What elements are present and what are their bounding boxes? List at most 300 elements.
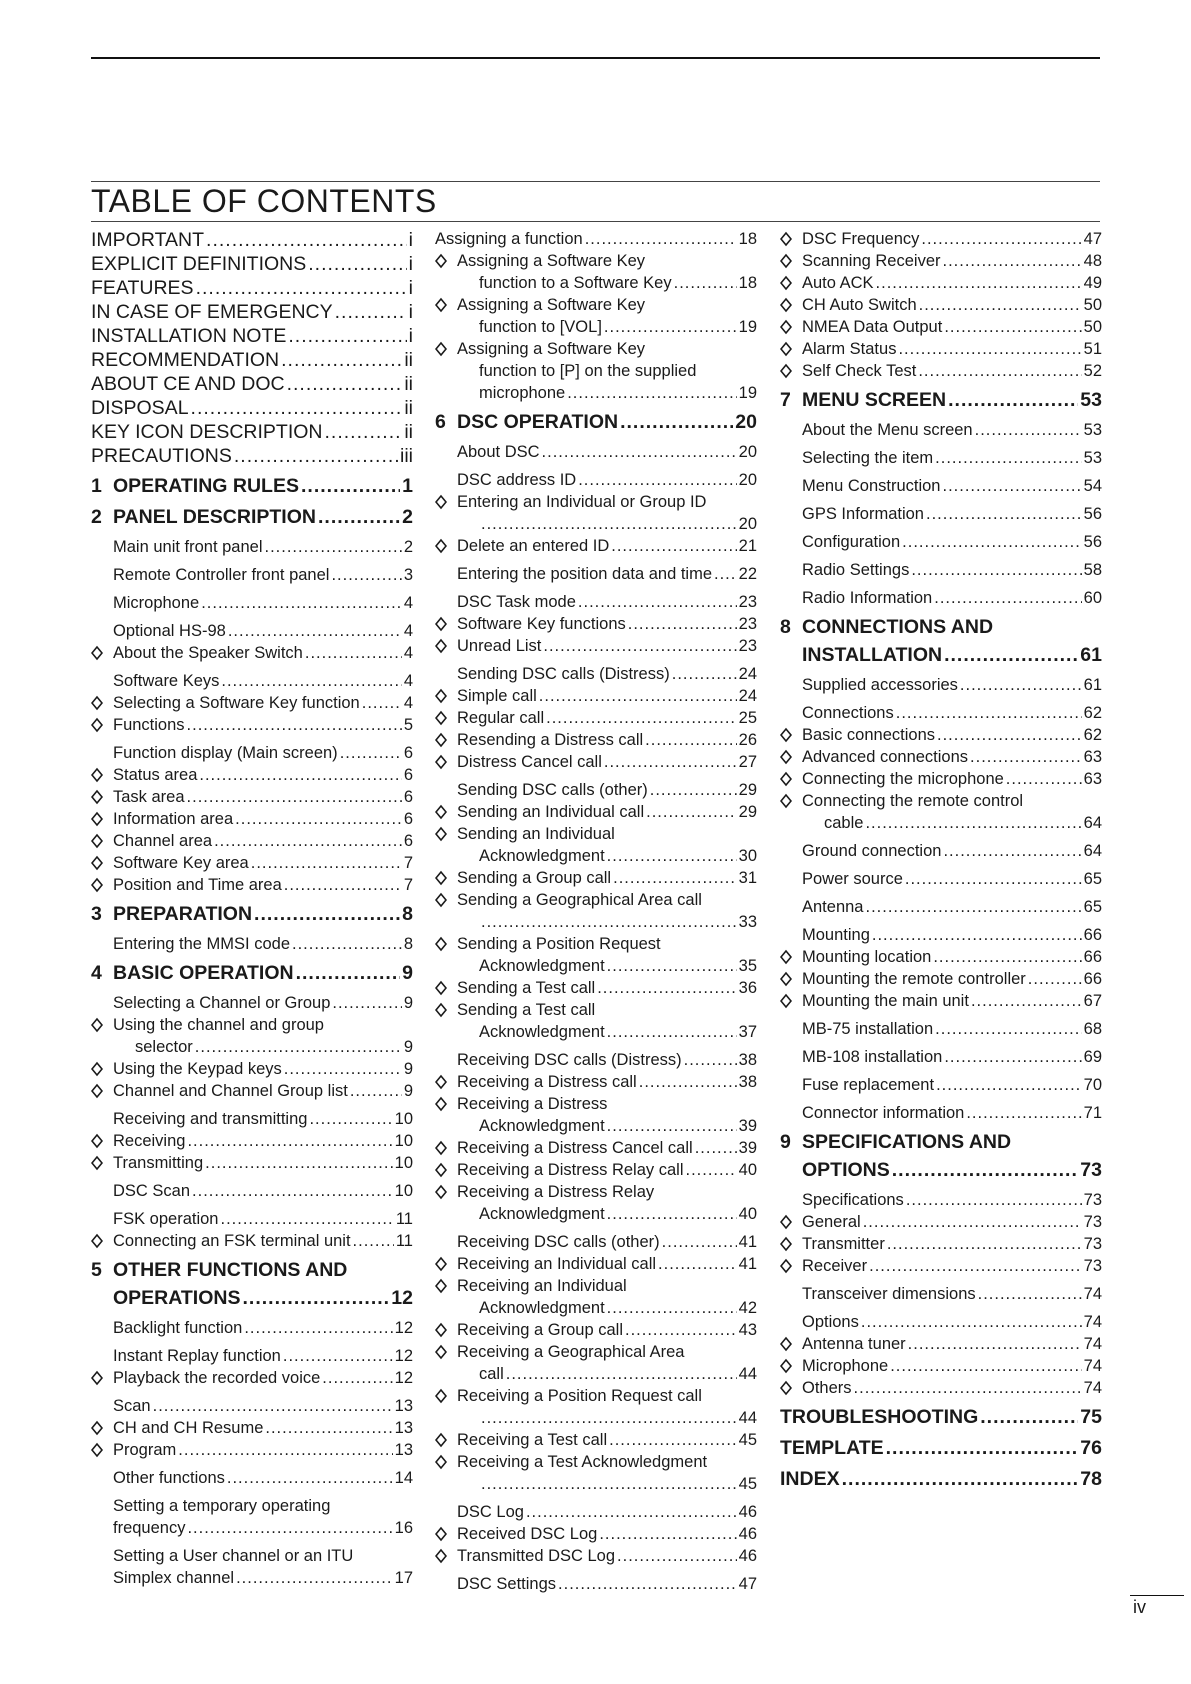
toc-entry[interactable]	[91, 1258, 413, 1283]
toc-entry[interactable]	[780, 1211, 1102, 1233]
toc-entry[interactable]	[435, 1203, 757, 1225]
toc-entry[interactable]	[435, 563, 757, 585]
toc-entry[interactable]	[91, 1545, 413, 1567]
toc-entry[interactable]	[780, 1102, 1102, 1124]
toc-leader-line	[135, 1036, 413, 1058]
toc-entry[interactable]	[435, 1253, 757, 1275]
toc-page-number: 58	[1083, 561, 1102, 579]
toc-entry-title: OPERATING RULES	[113, 475, 299, 497]
toc-entry[interactable]	[435, 272, 757, 294]
toc-entry[interactable]	[435, 613, 757, 635]
dot-leader	[628, 613, 737, 635]
dot-leader	[350, 1080, 402, 1102]
toc-entry[interactable]	[780, 388, 1102, 413]
dot-leader	[639, 1071, 737, 1093]
dot-leader	[960, 674, 1082, 696]
toc-leader-line	[802, 1018, 1102, 1040]
chapter-number: 4	[91, 962, 102, 984]
toc-entry[interactable]	[435, 316, 757, 338]
toc-entry[interactable]	[780, 503, 1102, 525]
toc-entry-title: Connections	[802, 704, 894, 722]
dot-leader	[937, 724, 1082, 746]
toc-leader-line	[113, 670, 413, 692]
toc-entry-title: Selecting a Channel or Group	[113, 994, 331, 1012]
toc-page-number: 43	[738, 1321, 757, 1339]
toc-entry[interactable]	[91, 444, 413, 468]
dot-leader	[542, 441, 737, 463]
toc-entry[interactable]	[780, 447, 1102, 469]
toc-leader-line	[113, 1080, 413, 1102]
toc-entry[interactable]	[780, 250, 1102, 272]
toc-entry[interactable]	[435, 360, 757, 382]
toc-entry[interactable]	[91, 228, 413, 252]
toc-entry[interactable]	[780, 768, 1102, 790]
toc-entry-title: Sending DSC calls (Distress)	[457, 665, 670, 683]
toc-entry[interactable]	[780, 1377, 1102, 1399]
toc-entry-title: DSC address ID	[457, 471, 577, 489]
toc-leader-line	[457, 1137, 757, 1159]
toc-entry[interactable]	[91, 1517, 413, 1539]
toc-entry[interactable]	[91, 1417, 413, 1439]
toc-entry-title: Receiving a Test call	[457, 1431, 608, 1449]
toc-entry[interactable]	[780, 968, 1102, 990]
toc-entry-title: INSTALLATION	[802, 644, 943, 666]
toc-entry[interactable]	[91, 1467, 413, 1489]
toc-entry[interactable]	[780, 272, 1102, 294]
toc-entry[interactable]	[91, 1286, 413, 1311]
toc-page-number: 66	[1083, 970, 1102, 988]
toc-page-number: 13	[394, 1419, 413, 1437]
toc-entry[interactable]	[91, 505, 413, 530]
toc-page-number: 23	[738, 593, 757, 611]
toc-entry[interactable]	[435, 591, 757, 613]
toc-entry[interactable]	[780, 475, 1102, 497]
toc-page-number: 35	[738, 957, 757, 975]
toc-entry[interactable]	[780, 868, 1102, 890]
toc-entry[interactable]	[435, 685, 757, 707]
dot-leader	[597, 977, 736, 999]
toc-entry[interactable]	[91, 1395, 413, 1417]
toc-entry[interactable]	[435, 933, 757, 955]
toc-entry[interactable]	[435, 801, 757, 823]
toc-entry-title: Assigning a Software Key	[457, 340, 646, 358]
toc-entry[interactable]	[435, 1071, 757, 1093]
toc-page-number: 47	[1083, 230, 1102, 248]
toc-entry[interactable]	[780, 1018, 1102, 1040]
toc-entry[interactable]	[780, 724, 1102, 746]
toc-entry[interactable]	[780, 746, 1102, 768]
toc-entry-title: SPECIFICATIONS AND	[802, 1131, 1012, 1153]
toc-entry[interactable]	[91, 1108, 413, 1130]
toc-entry[interactable]	[780, 1255, 1102, 1277]
toc-entry[interactable]	[780, 1130, 1102, 1155]
toc-entry[interactable]	[91, 764, 413, 786]
dot-leader	[943, 250, 1082, 272]
toc-leader-line	[113, 1317, 413, 1339]
dot-leader	[309, 1108, 392, 1130]
toc-page-number: 18	[738, 274, 757, 292]
toc-page-number: 8	[402, 903, 413, 925]
toc-entry[interactable]	[435, 1159, 757, 1181]
toc-entry-title: Receiver	[802, 1257, 868, 1275]
toc-entry[interactable]	[91, 830, 413, 852]
toc-entry-title: DSC Settings	[457, 1575, 557, 1593]
toc-entry[interactable]	[435, 751, 757, 773]
toc-entry[interactable]	[780, 294, 1102, 316]
dot-leader	[898, 338, 1081, 360]
toc-entry-title: FEATURES	[91, 277, 194, 299]
toc-entry[interactable]	[780, 702, 1102, 724]
toc-entry[interactable]	[435, 1429, 757, 1451]
toc-entry[interactable]	[435, 1385, 757, 1407]
toc-entry-title: BASIC OPERATION	[113, 962, 294, 984]
dot-leader	[206, 228, 407, 252]
dot-leader	[936, 1074, 1082, 1096]
toc-entry[interactable]	[780, 615, 1102, 640]
toc-entry[interactable]	[780, 1436, 1102, 1461]
toc-entry[interactable]	[435, 823, 757, 845]
toc-leader-line	[91, 474, 413, 499]
toc-entry[interactable]	[780, 990, 1102, 1012]
toc-entry-title: Receiving a Distress Relay call	[457, 1161, 684, 1179]
toc-entry[interactable]	[435, 1137, 757, 1159]
toc-entry[interactable]	[780, 228, 1102, 250]
toc-page-number: 41	[738, 1255, 757, 1273]
toc-leader-line	[113, 1130, 413, 1152]
toc-entry[interactable]	[91, 1130, 413, 1152]
toc-leader-line	[802, 338, 1102, 360]
toc-entry[interactable]	[435, 635, 757, 657]
toc-entry[interactable]	[780, 790, 1102, 812]
toc-entry[interactable]	[435, 1297, 757, 1319]
toc-entry-title: DSC Scan	[113, 1182, 191, 1200]
toc-entry[interactable]	[91, 874, 413, 896]
dot-leader	[585, 228, 737, 250]
toc-entry[interactable]	[91, 276, 413, 300]
toc-entry[interactable]	[780, 1074, 1102, 1096]
toc-entry-title: Acknowledgment	[479, 847, 605, 865]
dot-leader	[578, 591, 737, 613]
toc-leader-line	[479, 316, 757, 338]
toc-entry[interactable]	[780, 316, 1102, 338]
toc-entry[interactable]	[91, 372, 413, 396]
toc-entry-title: Optional HS-98	[113, 622, 226, 640]
toc-entry[interactable]	[91, 692, 413, 714]
toc-entry[interactable]	[780, 587, 1102, 609]
toc-page-number: i	[408, 253, 413, 275]
toc-page-number: 56	[1083, 533, 1102, 551]
toc-entry[interactable]	[780, 338, 1102, 360]
toc-page-number: 30	[738, 847, 757, 865]
toc-page-number: 10	[394, 1132, 413, 1150]
toc-page-number: 71	[1083, 1104, 1102, 1122]
toc-entry[interactable]	[435, 1363, 757, 1385]
dot-leader	[933, 946, 1081, 968]
toc-entry[interactable]	[435, 1473, 757, 1495]
toc-entry-title: Acknowledgment	[479, 1205, 605, 1223]
toc-page-number: 46	[738, 1503, 757, 1521]
toc-entry[interactable]	[435, 469, 757, 491]
toc-entry[interactable]	[91, 252, 413, 276]
toc-entry[interactable]	[91, 992, 413, 1014]
toc-entry[interactable]	[91, 742, 413, 764]
toc-entry[interactable]	[91, 620, 413, 642]
toc-leader-line	[802, 1333, 1102, 1355]
toc-entry[interactable]	[780, 1333, 1102, 1355]
toc-entry-title: Receiving DSC calls (Distress)	[457, 1051, 682, 1069]
toc-entry[interactable]	[91, 1208, 413, 1230]
toc-entry[interactable]	[780, 419, 1102, 441]
toc-entry[interactable]	[435, 250, 757, 272]
toc-entry[interactable]	[780, 360, 1102, 382]
dot-leader	[604, 316, 737, 338]
toc-entry-title: Radio Settings	[802, 561, 910, 579]
toc-entry[interactable]	[780, 1355, 1102, 1377]
diamond-icon	[91, 642, 103, 670]
toc-entry-title: Auto ACK	[802, 274, 874, 292]
toc-entry[interactable]	[780, 1283, 1102, 1305]
toc-entry[interactable]	[780, 531, 1102, 553]
toc-entry[interactable]	[435, 999, 757, 1021]
dot-leader	[869, 1255, 1082, 1277]
toc-leader-line	[457, 801, 757, 823]
toc-entry[interactable]	[780, 946, 1102, 968]
toc-entry[interactable]	[91, 1058, 413, 1080]
toc-entry[interactable]	[435, 1407, 757, 1429]
toc-entry[interactable]	[435, 889, 757, 911]
toc-page-number: 63	[1083, 770, 1102, 788]
toc-entry-title: Status area	[113, 766, 198, 784]
toc-entry[interactable]	[435, 1545, 757, 1567]
toc-page-number: 54	[1083, 477, 1102, 495]
toc-entry[interactable]	[435, 867, 757, 889]
diamond-icon	[435, 635, 447, 663]
toc-leader-line	[113, 933, 413, 955]
toc-entry-title: Connecting an FSK terminal unit	[113, 1232, 351, 1250]
toc-entry[interactable]	[91, 1317, 413, 1339]
toc-entry[interactable]	[780, 559, 1102, 581]
toc-entry[interactable]	[435, 1093, 757, 1115]
toc-page-number: ii	[404, 421, 413, 443]
toc-page-number: 10	[394, 1182, 413, 1200]
toc-entry[interactable]	[435, 1501, 757, 1523]
toc-page-number: 46	[738, 1525, 757, 1543]
toc-entry[interactable]	[435, 663, 757, 685]
toc-entry-title: PANEL DESCRIPTION	[113, 506, 316, 528]
toc-page-number: 68	[1083, 1020, 1102, 1038]
toc-entry[interactable]	[435, 535, 757, 557]
toc-page-number: 73	[1083, 1213, 1102, 1231]
toc-entry-title: Information area	[113, 810, 234, 828]
toc-entry[interactable]	[435, 513, 757, 535]
toc-entry-title: Using the Keypad keys	[113, 1060, 282, 1078]
toc-entry[interactable]	[435, 1319, 757, 1341]
toc-entry-title: PREPARATION	[113, 903, 253, 925]
toc-entry-title: Received DSC Log	[457, 1525, 598, 1543]
toc-entry[interactable]	[91, 642, 413, 664]
toc-leader-line	[457, 663, 757, 685]
toc-entry-title: Scan	[113, 1397, 151, 1415]
toc-entry[interactable]	[91, 420, 413, 444]
diamond-icon	[435, 751, 447, 779]
toc-entry[interactable]	[435, 1181, 757, 1203]
toc-entry[interactable]	[435, 977, 757, 999]
toc-entry[interactable]	[435, 707, 757, 729]
toc-entry-title: Antenna	[802, 898, 864, 916]
toc-page-number: 11	[395, 1232, 413, 1250]
toc-entry[interactable]	[91, 592, 413, 614]
dot-leader	[926, 503, 1082, 525]
toc-entry[interactable]	[435, 1341, 757, 1363]
toc-entry[interactable]	[435, 1115, 757, 1137]
toc-entry[interactable]	[91, 852, 413, 874]
toc-entry[interactable]	[91, 786, 413, 808]
toc-entry[interactable]	[435, 729, 757, 751]
toc-page-number: 62	[1083, 704, 1102, 722]
toc-page-number: 76	[1080, 1437, 1102, 1459]
toc-entry[interactable]	[91, 961, 413, 986]
toc-entry-title: INDEX	[780, 1468, 840, 1490]
toc-entry[interactable]	[435, 1451, 757, 1473]
toc-entry[interactable]	[91, 1567, 413, 1589]
toc-entry[interactable]	[91, 714, 413, 736]
toc-entry-title: Setting a temporary operating	[113, 1497, 331, 1515]
toc-entry[interactable]	[91, 324, 413, 348]
toc-entry-title: Main unit front panel	[113, 538, 263, 556]
toc-entry-title: Receiving a Distress	[457, 1095, 608, 1113]
dot-leader	[944, 643, 1078, 668]
toc-entry[interactable]	[91, 1014, 413, 1036]
toc-page-number: 78	[1080, 1468, 1102, 1490]
toc-entry[interactable]	[435, 294, 757, 316]
toc-entry[interactable]	[91, 564, 413, 586]
toc-entry-title: Playback the recorded voice	[113, 1369, 321, 1387]
toc-page-number: 45	[738, 1431, 757, 1449]
toc-page-number: 6	[403, 788, 413, 806]
dot-leader	[308, 252, 406, 276]
dot-leader	[305, 642, 402, 664]
dot-leader	[645, 729, 736, 751]
toc-entry[interactable]	[435, 1573, 757, 1595]
toc-entry[interactable]	[435, 1049, 757, 1071]
toc-entry-title: Position and Time area	[113, 876, 282, 894]
toc-entry[interactable]	[91, 536, 413, 558]
toc-leader-line	[457, 1231, 757, 1253]
toc-entry[interactable]	[435, 1275, 757, 1297]
dot-leader	[607, 1297, 737, 1319]
toc-leader-line	[457, 729, 757, 751]
toc-entry[interactable]	[91, 1180, 413, 1202]
toc-leader-line	[91, 348, 413, 372]
toc-entry[interactable]	[435, 491, 757, 513]
toc-leader-line	[457, 685, 757, 707]
toc-entry-title: Backlight function	[113, 1319, 243, 1337]
toc-entry[interactable]	[780, 1467, 1102, 1492]
toc-leader-line	[802, 968, 1102, 990]
toc-entry[interactable]	[91, 396, 413, 420]
toc-entry[interactable]	[91, 1036, 413, 1058]
toc-entry-title: Microphone	[802, 1357, 889, 1375]
toc-entry[interactable]	[91, 348, 413, 372]
toc-leader-line	[113, 620, 413, 642]
toc-entry[interactable]	[780, 1405, 1102, 1430]
toc-entry[interactable]	[435, 1231, 757, 1253]
toc-entry[interactable]	[780, 643, 1102, 668]
toc-entry[interactable]	[435, 228, 757, 250]
dot-leader	[695, 1137, 737, 1159]
toc-entry[interactable]	[91, 902, 413, 927]
toc-entry[interactable]	[91, 808, 413, 830]
toc-entry[interactable]	[91, 933, 413, 955]
toc-leader-line	[780, 1436, 1102, 1461]
dot-leader	[265, 1417, 392, 1439]
toc-leader-line	[457, 1545, 757, 1567]
toc-page-number: 4	[403, 594, 413, 612]
toc-entry-title: CONNECTIONS AND	[802, 616, 994, 638]
toc-entry[interactable]	[91, 300, 413, 324]
toc-entry[interactable]	[91, 1230, 413, 1252]
toc-entry[interactable]	[435, 911, 757, 933]
toc-entry-title: Receiving DSC calls (other)	[457, 1233, 660, 1251]
toc-page-number: 74	[1083, 1379, 1102, 1397]
toc-entry[interactable]	[435, 410, 757, 435]
toc-entry[interactable]	[780, 812, 1102, 834]
toc-entry[interactable]	[91, 1367, 413, 1389]
toc-entry[interactable]	[435, 338, 757, 360]
toc-page-number: 73	[1083, 1235, 1102, 1253]
dot-leader	[220, 1208, 393, 1230]
toc-entry[interactable]	[91, 1080, 413, 1102]
toc-entry[interactable]	[91, 1152, 413, 1174]
toc-entry[interactable]	[435, 845, 757, 867]
toc-entry[interactable]	[91, 1345, 413, 1367]
toc-entry-title: Scanning Receiver	[802, 252, 941, 270]
toc-entry[interactable]	[435, 1021, 757, 1043]
toc-page-number: 6	[403, 810, 413, 828]
toc-entry[interactable]	[435, 441, 757, 463]
toc-leader-line	[91, 444, 413, 468]
toc-entry[interactable]	[435, 1523, 757, 1545]
toc-entry[interactable]	[780, 1311, 1102, 1333]
toc-leader-line	[113, 564, 413, 586]
toc-entry[interactable]	[91, 1495, 413, 1517]
toc-entry[interactable]	[91, 670, 413, 692]
toc-entry[interactable]	[780, 1233, 1102, 1255]
toc-entry[interactable]	[91, 1439, 413, 1461]
toc-leader-line	[457, 563, 757, 585]
toc-page-number: 46	[738, 1547, 757, 1565]
toc-leader-line	[457, 707, 757, 729]
toc-entry[interactable]	[91, 474, 413, 499]
toc-entry[interactable]	[780, 674, 1102, 696]
toc-leader-line	[113, 642, 413, 664]
diamond-icon	[91, 1230, 103, 1258]
toc-entry[interactable]	[435, 779, 757, 801]
toc-leader-line	[802, 531, 1102, 553]
toc-entry[interactable]	[435, 955, 757, 977]
toc-entry-title: Antenna tuner	[802, 1335, 906, 1353]
toc-entry[interactable]	[780, 1189, 1102, 1211]
toc-entry[interactable]	[780, 896, 1102, 918]
toc-entry[interactable]	[780, 1046, 1102, 1068]
toc-entry-title: Alarm Status	[802, 340, 897, 358]
toc-entry[interactable]	[780, 924, 1102, 946]
toc-entry[interactable]	[435, 382, 757, 404]
toc-entry-title: Receiving and transmitting	[113, 1110, 308, 1128]
toc-entry[interactable]	[780, 1158, 1102, 1183]
toc-entry-title: Ground connection	[802, 842, 942, 860]
toc-entry[interactable]	[780, 840, 1102, 862]
